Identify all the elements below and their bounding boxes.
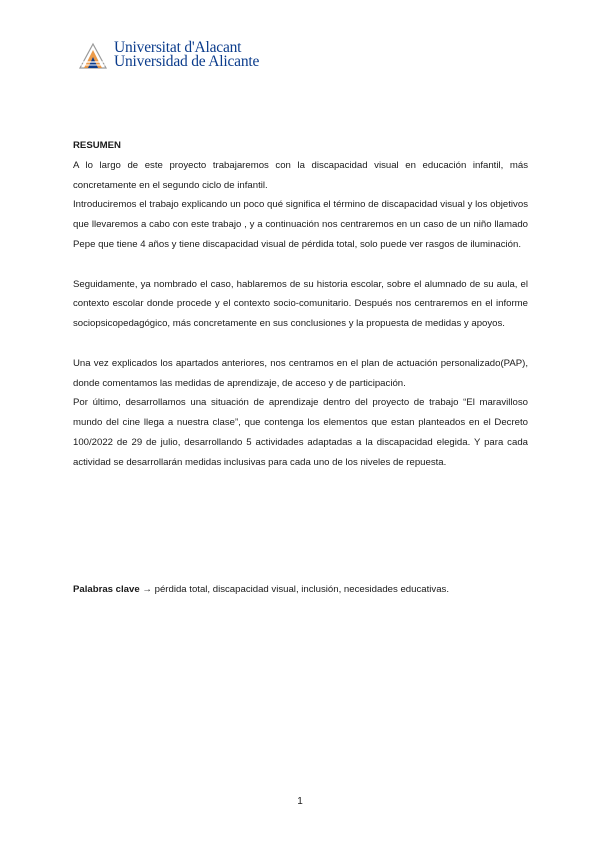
university-logo-icon	[78, 40, 108, 70]
abstract-paragraph-4: Una vez explicados los apartados anteriores, nos centramos en el plan de actuación personalizado(PAP), donde comentamos las medidas de aprendizaje, de acceso y de participación.	[73, 357, 528, 389]
university-name-spanish: Universidad de Alicante	[114, 53, 260, 70]
page-number: 1	[297, 796, 303, 807]
keywords-label: Palabras clave	[73, 584, 140, 595]
keywords-line	[73, 580, 528, 600]
paragraph-spacer	[73, 255, 528, 275]
university-name-valencian: Universitat d'Alacant	[114, 39, 242, 56]
abstract-section	[73, 136, 528, 473]
university-header	[78, 40, 259, 70]
abstract-heading: RESUMEN	[73, 140, 121, 151]
keywords-list: → pérdida total, discapacidad visual, inclusión, necesidades educativas.	[139, 584, 450, 595]
abstract-paragraph-1: A lo largo de este proyecto trabajaremos con la discapacidad visual en educación infantil, más concretamente en el segundo ciclo de infantil.	[73, 159, 528, 191]
abstract-paragraph-2: Introduciremos el trabajo explicando un poco qué significa el término de discapacidad visual y los objetivos que llevaremos a cabo con este trabajo , y a continuación nos centraremos en un caso de un niño llamado Pepe que tiene 4 años y tiene discapacidad visual de pérdida total, solo puede ver rasgos de iluminación.	[73, 199, 528, 250]
abstract-paragraph-3: Seguidamente, ya nombrado el caso, hablaremos de su historia escolar, sobre el alumnado de su aula, el contexto escolar donde procede y el contexto socio-comunitario. Después nos centraremos en el informe sociopsicopedagógico, más concretamente en sus conclusiones y la propuesta de medidas y apoyos.	[73, 278, 528, 330]
paragraph-spacer	[73, 334, 528, 354]
abstract-paragraph-5: Por último, desarrollamos una situación de aprendizaje dentro del proyecto de trabajo “El maravilloso mundo del cine llega a nuestra clase”, que contenga los elementos que estan planteados en el Decreto 100/2022 de 29 de julio, desarrollando 5 actividades adaptadas a la discapacidad elegida. Y para cada actividad se desarrollarán medidas inclusivas para cada uno de los niveles de repuesta.	[73, 397, 528, 468]
university-name	[114, 41, 259, 69]
